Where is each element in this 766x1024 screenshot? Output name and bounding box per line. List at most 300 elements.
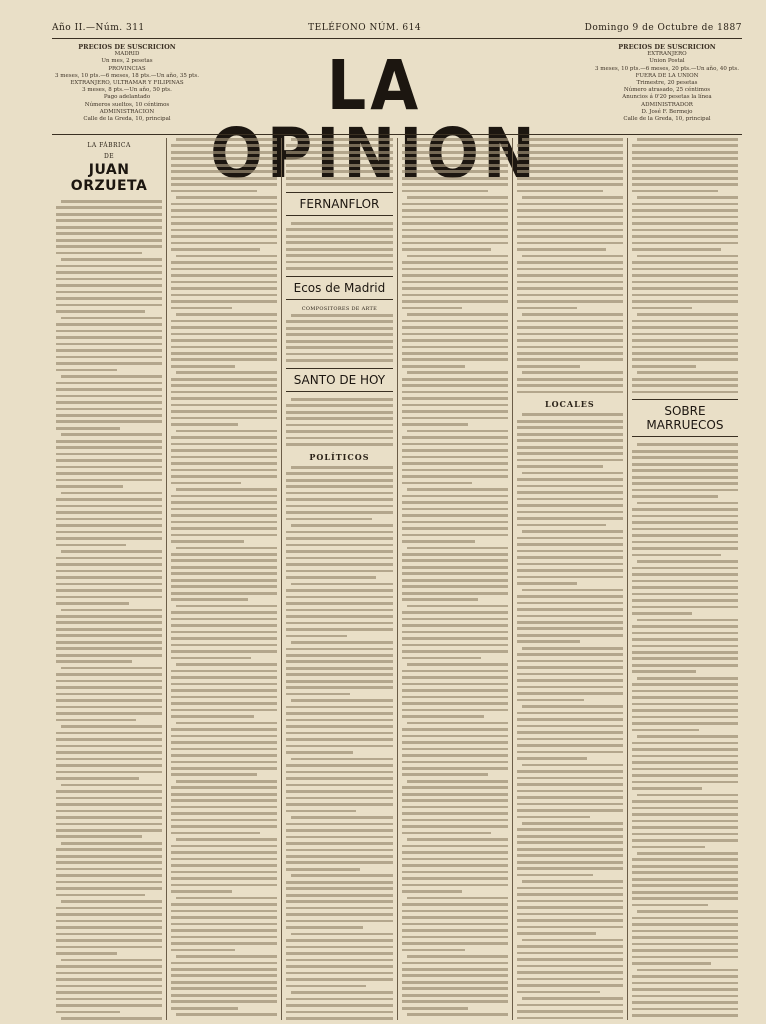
text-line bbox=[632, 580, 738, 583]
text-line bbox=[286, 842, 392, 845]
text-line bbox=[171, 268, 277, 271]
text-line bbox=[402, 177, 508, 180]
text-line bbox=[56, 680, 162, 683]
text-line bbox=[632, 729, 699, 732]
text-line bbox=[286, 254, 392, 257]
text-line bbox=[56, 745, 162, 748]
text-line bbox=[517, 491, 623, 494]
text-line bbox=[632, 157, 738, 160]
text-line bbox=[632, 716, 738, 719]
text-line bbox=[56, 557, 162, 560]
text-line bbox=[517, 770, 623, 773]
sub-line: Números sueltos, 10 céntimos bbox=[84, 101, 170, 108]
text-line bbox=[286, 887, 392, 890]
text-line bbox=[402, 949, 466, 952]
text-line bbox=[61, 842, 162, 845]
text-line bbox=[402, 391, 508, 394]
text-line bbox=[291, 758, 392, 761]
text-line bbox=[402, 397, 508, 400]
text-line bbox=[517, 718, 623, 721]
text-line bbox=[407, 897, 508, 900]
text-line bbox=[286, 777, 392, 780]
text-line bbox=[56, 732, 162, 735]
text-line bbox=[407, 955, 508, 958]
text-line bbox=[56, 868, 162, 871]
text-line bbox=[56, 699, 162, 702]
text-line bbox=[522, 822, 623, 825]
text-line bbox=[56, 232, 162, 235]
text-line bbox=[522, 255, 623, 258]
text-line bbox=[286, 920, 392, 923]
text-line bbox=[286, 537, 392, 540]
text-line bbox=[286, 267, 392, 270]
text-line bbox=[56, 583, 162, 586]
text-line bbox=[402, 339, 508, 342]
text-line bbox=[402, 261, 508, 264]
text-line bbox=[171, 540, 244, 543]
text-line bbox=[632, 904, 708, 907]
text-line bbox=[402, 585, 508, 588]
text-line bbox=[291, 583, 392, 586]
text-line bbox=[56, 952, 117, 955]
text-line bbox=[171, 352, 277, 355]
text-line bbox=[286, 327, 392, 330]
text-line bbox=[171, 793, 277, 796]
text-line bbox=[171, 164, 277, 167]
text-line bbox=[632, 365, 696, 368]
text-line bbox=[402, 890, 463, 893]
text-line bbox=[632, 936, 738, 939]
text-line bbox=[632, 573, 738, 576]
text-line bbox=[171, 592, 277, 595]
text-line bbox=[286, 563, 392, 566]
text-line bbox=[632, 300, 738, 303]
text-line bbox=[171, 910, 277, 913]
section-heading: POLÍTICOS bbox=[309, 451, 370, 462]
text-line bbox=[56, 758, 162, 761]
text-line bbox=[286, 855, 392, 858]
text-line bbox=[517, 777, 623, 780]
text-line bbox=[522, 880, 623, 883]
text-line bbox=[56, 459, 162, 462]
text-line bbox=[402, 469, 508, 472]
text-line bbox=[171, 806, 277, 809]
text-line bbox=[402, 851, 508, 854]
text-line bbox=[56, 894, 145, 897]
section-heading: FERNANFLOR bbox=[286, 192, 392, 216]
sub-line: 3 meses, 8 pts.—Un año, 50 pts. bbox=[82, 87, 172, 94]
text-line bbox=[402, 294, 508, 297]
text-line bbox=[171, 748, 277, 751]
article-body bbox=[56, 200, 162, 1020]
text-line bbox=[632, 833, 738, 836]
text-line bbox=[517, 524, 606, 527]
text-line bbox=[632, 450, 738, 453]
text-line bbox=[632, 988, 738, 991]
text-line bbox=[171, 235, 277, 238]
text-line bbox=[402, 495, 508, 498]
text-line bbox=[56, 803, 162, 806]
text-line bbox=[402, 871, 508, 874]
text-line bbox=[517, 582, 578, 585]
text-line bbox=[407, 780, 508, 783]
text-line bbox=[632, 521, 738, 524]
text-line bbox=[171, 436, 277, 439]
article-body bbox=[171, 138, 277, 1020]
text-line bbox=[407, 722, 508, 725]
text-line bbox=[171, 553, 277, 556]
text-line bbox=[402, 916, 508, 919]
section-heading: SANTO DE HOY bbox=[286, 368, 392, 392]
text-line bbox=[632, 858, 738, 861]
text-line bbox=[61, 725, 162, 728]
text-line bbox=[517, 352, 623, 355]
text-line bbox=[517, 984, 623, 987]
text-line bbox=[517, 712, 623, 715]
text-line bbox=[517, 796, 623, 799]
text-line bbox=[517, 268, 623, 271]
text-line bbox=[637, 138, 738, 141]
text-line bbox=[632, 865, 738, 868]
column-2 bbox=[167, 138, 282, 1020]
text-line bbox=[517, 216, 623, 219]
text-line bbox=[517, 177, 623, 180]
text-line bbox=[517, 563, 623, 566]
text-line bbox=[56, 291, 162, 294]
text-line bbox=[171, 761, 277, 764]
text-line bbox=[402, 443, 508, 446]
text-line bbox=[286, 151, 392, 154]
text-line bbox=[171, 449, 277, 452]
text-line bbox=[56, 751, 162, 754]
text-line bbox=[407, 1013, 508, 1016]
text-line bbox=[402, 183, 508, 186]
text-line bbox=[171, 346, 277, 349]
text-line bbox=[56, 356, 162, 359]
text-line bbox=[632, 339, 738, 342]
text-line bbox=[171, 1000, 277, 1003]
text-line bbox=[402, 624, 508, 627]
text-line bbox=[402, 936, 508, 939]
text-line bbox=[171, 618, 277, 621]
text-line bbox=[402, 987, 508, 990]
text-line bbox=[286, 170, 392, 173]
text-line bbox=[56, 485, 123, 488]
text-line bbox=[286, 340, 392, 343]
text-line bbox=[56, 239, 162, 242]
text-line bbox=[632, 599, 738, 602]
text-line bbox=[171, 825, 277, 828]
text-line bbox=[171, 890, 232, 893]
text-line bbox=[402, 384, 508, 387]
text-line bbox=[517, 615, 623, 618]
text-line bbox=[402, 462, 508, 465]
text-line bbox=[402, 1007, 469, 1010]
text-line bbox=[291, 314, 392, 317]
text-line bbox=[632, 657, 738, 660]
text-line bbox=[171, 339, 277, 342]
text-line bbox=[286, 164, 392, 167]
text-line bbox=[56, 861, 162, 864]
text-line bbox=[171, 333, 277, 336]
text-line bbox=[632, 216, 738, 219]
text-line bbox=[632, 956, 738, 959]
text-line bbox=[171, 320, 277, 323]
text-line bbox=[402, 631, 508, 634]
text-line bbox=[56, 965, 162, 968]
text-line bbox=[632, 281, 738, 284]
article-body bbox=[286, 314, 392, 362]
text-line bbox=[632, 463, 738, 466]
text-line bbox=[517, 738, 623, 741]
text-line bbox=[632, 664, 738, 667]
text-line bbox=[286, 511, 392, 514]
text-line bbox=[632, 482, 738, 485]
text-line bbox=[171, 676, 277, 679]
text-line bbox=[407, 547, 508, 550]
text-line bbox=[171, 923, 277, 926]
text-line bbox=[517, 452, 623, 455]
text-line bbox=[171, 294, 277, 297]
text-line bbox=[56, 265, 162, 268]
text-line bbox=[286, 771, 392, 774]
text-line bbox=[286, 177, 392, 180]
text-line bbox=[56, 362, 162, 365]
text-line bbox=[171, 611, 277, 614]
text-line bbox=[176, 371, 277, 374]
text-line bbox=[56, 835, 142, 838]
text-line bbox=[286, 667, 392, 670]
text-line bbox=[517, 446, 623, 449]
text-line bbox=[517, 900, 623, 903]
text-line bbox=[286, 784, 392, 787]
text-line bbox=[402, 566, 508, 569]
text-line bbox=[291, 222, 392, 225]
text-line bbox=[402, 702, 508, 705]
text-line bbox=[402, 151, 508, 154]
text-line bbox=[517, 333, 623, 336]
sub-line: Número atrasado, 25 céntimos bbox=[623, 87, 711, 94]
text-line bbox=[171, 423, 238, 426]
text-line bbox=[56, 641, 162, 644]
text-line bbox=[517, 229, 623, 232]
text-line bbox=[176, 663, 277, 666]
text-line bbox=[517, 190, 603, 193]
text-line bbox=[407, 663, 508, 666]
text-line bbox=[286, 881, 392, 884]
text-line bbox=[402, 819, 508, 822]
text-line bbox=[637, 619, 738, 622]
text-line bbox=[61, 1017, 162, 1020]
text-line bbox=[56, 453, 162, 456]
subscription-head: PRECIOS DE SUSCRICION bbox=[78, 43, 176, 51]
text-line bbox=[517, 261, 623, 264]
text-line bbox=[286, 907, 392, 910]
text-line bbox=[56, 998, 162, 1001]
text-line bbox=[632, 768, 738, 771]
text-line bbox=[402, 864, 508, 867]
text-line bbox=[171, 307, 232, 310]
text-line bbox=[286, 485, 392, 488]
text-line bbox=[632, 151, 738, 154]
text-line bbox=[517, 887, 623, 890]
text-line bbox=[517, 602, 623, 605]
text-line bbox=[171, 696, 277, 699]
text-line bbox=[517, 835, 623, 838]
text-line bbox=[171, 572, 277, 575]
text-line bbox=[56, 544, 126, 547]
text-line bbox=[632, 378, 738, 381]
text-line bbox=[402, 799, 508, 802]
text-line bbox=[517, 465, 603, 468]
text-line bbox=[286, 790, 392, 793]
issue-date: Domingo 9 de Octubre de 1887 bbox=[584, 23, 742, 33]
text-line bbox=[56, 946, 162, 949]
text-line bbox=[286, 635, 347, 638]
text-line bbox=[171, 585, 277, 588]
text-line bbox=[56, 738, 162, 741]
text-line bbox=[632, 307, 693, 310]
text-line bbox=[632, 358, 738, 361]
text-line bbox=[402, 333, 508, 336]
newspaper-title: LA bbox=[326, 45, 423, 126]
text-line bbox=[56, 693, 162, 696]
text-line bbox=[517, 828, 623, 831]
text-line bbox=[286, 505, 392, 508]
text-line bbox=[286, 803, 392, 806]
text-line bbox=[286, 437, 392, 440]
text-line bbox=[171, 248, 260, 251]
text-line bbox=[517, 151, 623, 154]
text-line bbox=[632, 878, 738, 881]
text-line bbox=[402, 689, 508, 692]
text-line bbox=[517, 621, 623, 624]
text-line bbox=[286, 248, 392, 251]
text-line bbox=[517, 384, 623, 387]
text-line bbox=[171, 644, 277, 647]
text-line bbox=[632, 203, 738, 206]
text-line bbox=[291, 816, 392, 819]
text-line bbox=[291, 466, 392, 469]
text-line bbox=[291, 991, 392, 994]
text-line bbox=[171, 514, 277, 517]
text-line bbox=[517, 608, 623, 611]
text-line bbox=[171, 650, 277, 653]
article-kicker-2: DE bbox=[103, 153, 115, 160]
text-line bbox=[522, 589, 623, 592]
text-line bbox=[176, 1013, 277, 1016]
text-line bbox=[286, 900, 392, 903]
text-line bbox=[176, 780, 277, 783]
text-line bbox=[517, 307, 578, 310]
text-line bbox=[171, 994, 277, 997]
text-line bbox=[286, 686, 392, 689]
text-line bbox=[286, 359, 392, 362]
text-line bbox=[286, 972, 392, 975]
text-line bbox=[402, 929, 508, 932]
text-line bbox=[171, 534, 277, 537]
text-line bbox=[56, 382, 162, 385]
text-line bbox=[402, 637, 508, 640]
text-line bbox=[632, 144, 738, 147]
text-line bbox=[402, 216, 508, 219]
text-line bbox=[407, 196, 508, 199]
text-line bbox=[176, 897, 277, 900]
text-line bbox=[402, 365, 466, 368]
text-line bbox=[402, 144, 508, 147]
text-line bbox=[286, 353, 392, 356]
text-line bbox=[402, 761, 508, 764]
article-body bbox=[517, 413, 623, 1020]
text-line bbox=[632, 164, 738, 167]
text-line bbox=[632, 787, 702, 790]
text-line bbox=[517, 358, 623, 361]
text-line bbox=[286, 570, 392, 573]
text-line bbox=[632, 586, 738, 589]
text-line bbox=[402, 670, 508, 673]
text-line bbox=[517, 235, 623, 238]
text-line bbox=[517, 867, 623, 870]
text-line bbox=[517, 913, 623, 916]
text-line bbox=[632, 826, 738, 829]
text-line bbox=[171, 151, 277, 154]
text-line bbox=[286, 576, 375, 579]
text-line bbox=[632, 567, 738, 570]
text-line bbox=[171, 637, 277, 640]
text-line bbox=[171, 845, 277, 848]
text-line bbox=[291, 933, 392, 936]
text-line bbox=[517, 543, 623, 546]
text-line bbox=[517, 157, 623, 160]
text-line bbox=[402, 307, 463, 310]
text-line bbox=[56, 797, 162, 800]
text-line bbox=[171, 851, 277, 854]
text-line bbox=[286, 1011, 392, 1014]
text-line bbox=[517, 686, 623, 689]
text-line bbox=[517, 144, 623, 147]
text-line bbox=[407, 430, 508, 433]
text-line bbox=[56, 401, 162, 404]
text-line bbox=[632, 807, 738, 810]
text-line bbox=[517, 595, 623, 598]
text-line bbox=[286, 732, 392, 735]
subscription-box-right bbox=[592, 44, 742, 123]
text-line bbox=[291, 138, 392, 141]
text-line bbox=[522, 997, 623, 1000]
text-line bbox=[61, 784, 162, 787]
text-line bbox=[517, 919, 623, 922]
text-line bbox=[402, 508, 508, 511]
section-heading: LOCALES bbox=[544, 399, 595, 410]
text-line bbox=[56, 466, 162, 469]
text-line bbox=[286, 959, 392, 962]
text-line bbox=[522, 647, 623, 650]
text-line bbox=[171, 949, 235, 952]
text-line bbox=[517, 248, 606, 251]
text-line bbox=[286, 424, 392, 427]
text-line bbox=[632, 638, 738, 641]
text-line bbox=[632, 606, 738, 609]
text-line bbox=[637, 255, 738, 258]
text-line bbox=[402, 436, 508, 439]
section-heading: SOBRE MARRUECOS bbox=[632, 399, 738, 437]
text-line bbox=[632, 261, 738, 264]
text-line bbox=[517, 861, 623, 864]
text-line bbox=[632, 651, 738, 654]
text-line bbox=[56, 388, 162, 391]
text-line bbox=[286, 797, 392, 800]
text-line bbox=[402, 222, 508, 225]
